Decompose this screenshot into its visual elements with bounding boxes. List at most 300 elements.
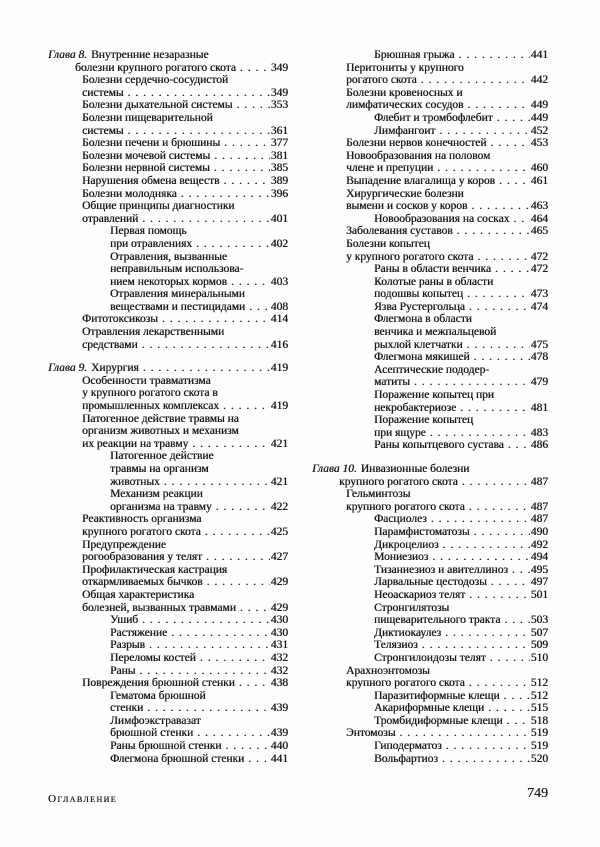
toc-entry — [312, 727, 548, 740]
toc-entry-page: 419 — [270, 362, 288, 375]
toc-entry — [312, 200, 548, 213]
toc-entry-text: болезни крупного рогатого скота — [75, 61, 236, 74]
toc-entry-text: крупного рогатого скота — [339, 475, 458, 488]
dot-leader — [474, 351, 530, 364]
toc-entry — [48, 87, 288, 100]
footer-section-title: Оглавление — [48, 793, 117, 805]
toc-entry-page: 389 — [270, 174, 288, 187]
toc-entry-text: нием некоторых кормов — [110, 275, 227, 288]
toc-entry — [48, 225, 288, 238]
dot-leader — [196, 238, 270, 251]
toc-entry-text: Неоаскариоз телят — [374, 588, 466, 601]
toc-entry-text: Болезни сердечно-сосудистой — [82, 74, 229, 87]
toc-entry-text: Дикроцелиоз — [374, 538, 439, 551]
dot-leader — [439, 125, 529, 138]
dot-leader — [446, 740, 530, 753]
toc-entry-page: 519 — [530, 740, 548, 753]
toc-entry-text: Асептические пододер- — [374, 363, 490, 376]
toc-entry — [312, 539, 548, 552]
toc-entry-page: 520 — [530, 752, 548, 765]
toc-entry-text: Раны копытцевого сустава — [374, 439, 504, 452]
dot-leader — [443, 539, 530, 552]
toc-entry — [312, 627, 548, 640]
toc-entry — [312, 652, 548, 665]
toc-entry-page: 439 — [270, 727, 288, 740]
toc-entry-text: Фасциолез — [374, 513, 427, 526]
toc-entry — [312, 677, 548, 690]
toc-entry-text: Профилактическая кастрация — [82, 563, 228, 576]
toc-entry — [312, 213, 548, 226]
toc-entry-text: Акариформные клещи — [374, 702, 485, 715]
toc-entry-text: лимфатических сосудов — [346, 99, 464, 112]
toc-entry — [48, 463, 288, 476]
toc-entry-page: 519 — [530, 727, 548, 740]
toc-entry-page: 487 — [530, 475, 548, 488]
toc-entry-text: Инвазионные болезни — [360, 463, 470, 475]
dot-leader — [491, 576, 530, 589]
toc-entry-text: Хирургия — [91, 362, 139, 375]
dot-leader — [207, 576, 270, 589]
toc-entry — [48, 715, 288, 728]
toc-entry-text: Болезни нервной системы — [82, 162, 210, 175]
toc-entry — [312, 753, 548, 766]
toc-entry-text: Мониезиоз — [374, 551, 429, 564]
toc-entry — [48, 639, 288, 652]
toc-entry — [48, 614, 288, 627]
dot-leader — [142, 339, 270, 352]
dot-leader — [460, 402, 530, 415]
toc-entry-text: организм животных и механизм — [82, 425, 239, 438]
toc-entry-text: Болезни дыхательной системы — [82, 99, 233, 112]
dot-leader — [192, 438, 270, 451]
toc-entry-text: Общая характеристика — [82, 588, 195, 601]
toc-entry — [312, 376, 548, 389]
toc-entry — [48, 137, 288, 150]
toc-chapter-entry — [48, 362, 288, 375]
toc-entry-text: крупного рогатого скота — [346, 677, 465, 690]
toc-entry-page: 403 — [270, 275, 288, 288]
toc-entry-text: Патогенное действие — [110, 450, 214, 463]
dot-leader — [488, 702, 530, 715]
toc-entry-text: Флебит и тромбофлебит — [374, 111, 493, 124]
toc-entry-text: Тромбидиформные клещи — [374, 714, 503, 727]
toc-entry-text: системы — [82, 86, 124, 99]
toc-entry — [48, 727, 288, 740]
toc-entry — [48, 301, 288, 314]
toc-entry-text: отравлений — [82, 212, 139, 225]
toc-entry-text: Реактивность организма — [82, 513, 202, 526]
toc-entry-page: 487 — [530, 513, 548, 526]
toc-entry-text: Повреждения брюшной стенки — [82, 677, 235, 690]
toc-entry-text: средствами — [82, 338, 138, 351]
toc-entry — [312, 150, 548, 163]
toc-entry-text: Фитотоксикозы — [82, 313, 158, 326]
toc-entry-text: Общие принципы диагностики — [82, 200, 235, 213]
toc-entry — [312, 125, 548, 138]
toc-entry — [48, 99, 288, 112]
toc-entry-text: Поражение копытец — [374, 414, 474, 427]
toc-entry — [312, 589, 548, 602]
toc-entry-page: 402 — [270, 237, 288, 250]
dot-leader — [147, 702, 270, 715]
toc-entry-page: 481 — [530, 401, 548, 414]
toc-entry — [48, 576, 288, 589]
toc-entry — [48, 112, 288, 125]
toc-entry — [48, 400, 288, 413]
toc-entry — [312, 715, 548, 728]
toc-entry-text: Механизм реакции — [110, 488, 203, 501]
dot-leader — [458, 49, 529, 62]
dot-leader — [442, 753, 530, 766]
dot-leader — [206, 551, 270, 564]
toc-entry-page: 503 — [530, 614, 548, 627]
toc-entry — [312, 137, 548, 150]
dot-leader — [240, 62, 270, 75]
toc-chapter-label: Глава 9. — [48, 362, 87, 375]
dot-leader — [239, 677, 270, 690]
toc-entry-text: члене и препуции — [346, 162, 434, 175]
toc-entry — [312, 402, 548, 415]
toc-entry-text: Лимфангоит — [374, 124, 436, 137]
toc-entry — [312, 665, 548, 678]
toc-entry-text: пищеварительного тракта — [374, 614, 501, 627]
toc-entry-page: 487 — [530, 500, 548, 513]
toc-entry — [312, 414, 548, 427]
toc-chapter-entry — [312, 463, 548, 476]
toc-entry-text: Болезни молодняка — [82, 187, 177, 200]
toc-entry-text: у крупного рогатого скота в — [82, 387, 218, 400]
dot-leader — [507, 715, 530, 728]
toc-entry-page: 419 — [270, 400, 288, 413]
toc-entry-text: брюшной стенки — [110, 727, 194, 740]
toc-entry-text: матиты — [374, 376, 410, 389]
toc-entry-text: промышленных комплексах — [82, 400, 220, 413]
toc-entry — [48, 551, 288, 564]
toc-entry-text: Раны брюшной стенки — [110, 740, 222, 753]
toc-entry — [312, 351, 548, 364]
toc-entry — [312, 551, 548, 564]
toc-entry — [48, 213, 288, 226]
dot-leader — [495, 263, 530, 276]
dot-leader — [504, 690, 530, 703]
toc-entry-text: Гематома брюшной — [110, 689, 206, 702]
toc-entry-page: 416 — [270, 338, 288, 351]
dot-leader — [197, 727, 270, 740]
dot-leader — [143, 362, 270, 375]
dot-leader — [490, 137, 529, 150]
toc-entry — [312, 175, 548, 188]
toc-entry-text: веществами и пестицидами — [110, 300, 246, 313]
toc-entry — [48, 387, 288, 400]
toc-entry-text: Патогенное действие травмы на — [82, 412, 239, 425]
dot-leader — [164, 476, 270, 489]
dot-leader — [214, 162, 270, 175]
dot-leader — [512, 564, 530, 577]
toc-entry-text: Телязиоз — [374, 639, 418, 652]
toc-entry — [48, 690, 288, 703]
toc-entry — [312, 339, 548, 352]
toc-entry-page: 452 — [530, 124, 548, 137]
toc-entry-page: 449 — [530, 99, 548, 112]
toc-entry-text: рыхлой клетчатки — [374, 338, 463, 351]
toc-entry-text: Предупреждение — [82, 538, 166, 551]
toc-entry — [312, 690, 548, 703]
toc-entry-page: 483 — [530, 426, 548, 439]
toc-entry — [312, 276, 548, 289]
toc-entry-text: Переломы костей — [110, 651, 196, 664]
dot-leader — [205, 526, 270, 539]
toc-chapter-label: Глава 10. — [312, 463, 357, 475]
toc-entry-text: организма на травму — [110, 500, 212, 513]
toc-entry — [48, 602, 288, 615]
dot-leader — [224, 137, 270, 150]
toc-chapter-entry — [48, 49, 288, 62]
toc-entry-page: 430 — [270, 614, 288, 627]
dot-leader — [457, 225, 530, 238]
toc-entry-text: Растяжение — [110, 626, 168, 639]
dot-leader — [432, 551, 530, 564]
toc-entry-text: Нарушения обмена веществ — [82, 174, 220, 187]
toc-entry-text: Брюшная грыжа — [374, 49, 455, 61]
toc-entry-page: 497 — [530, 576, 548, 589]
toc-entry-text: Гельминтозы — [346, 488, 411, 501]
toc-entry-page: 463 — [530, 200, 548, 213]
toc-entry-text: при отравлениях — [110, 237, 193, 250]
toc-entry-text: Ларвальные цестодозы — [374, 576, 487, 589]
dot-leader — [421, 74, 530, 87]
toc-entry-page: 349 — [270, 86, 288, 99]
toc-entry — [48, 375, 288, 388]
toc-entry-text: Флегмона мякишей — [374, 351, 470, 364]
dot-leader — [467, 99, 529, 112]
toc-entry — [312, 439, 548, 452]
toc-entry — [312, 251, 548, 264]
toc-entry-text: Перитониты у крупного — [346, 61, 464, 74]
toc-entry-page: 509 — [530, 639, 548, 652]
toc-entry — [312, 501, 548, 514]
toc-entry-text: Новообразования на сосках — [374, 212, 510, 225]
toc-entry-page: 461 — [530, 174, 548, 187]
toc-entry-page: 453 — [530, 137, 548, 150]
dot-leader — [236, 99, 269, 112]
toc-entry-text: Отравления лекарственными — [82, 326, 225, 339]
dot-leader — [142, 614, 270, 627]
toc-entry — [312, 162, 548, 175]
toc-entry — [48, 488, 288, 501]
dot-leader — [477, 251, 529, 264]
dot-leader — [469, 301, 530, 314]
toc-entry-page: 441 — [530, 49, 548, 61]
toc-entry — [312, 513, 548, 526]
toc-entry-text: Разрыв — [110, 639, 145, 652]
toc-entry — [312, 602, 548, 615]
toc-entry-text: Флегмона брюшной стенки — [110, 752, 245, 765]
toc-entry-text: Заболевания суставов — [346, 225, 453, 238]
dot-leader — [497, 112, 530, 125]
dot-leader — [231, 276, 270, 289]
toc-entry — [48, 677, 288, 690]
toc-entry — [48, 753, 288, 766]
toc-entry — [48, 288, 288, 301]
dot-leader — [467, 339, 530, 352]
toc-entry-page: 507 — [530, 626, 548, 639]
toc-entry-page: 473 — [530, 288, 548, 301]
toc-entry-page: 385 — [270, 162, 288, 175]
toc-entry-page: 472 — [530, 250, 548, 263]
dot-leader — [422, 639, 530, 652]
toc-entry — [48, 125, 288, 138]
toc-entry-text: стенки — [110, 702, 144, 715]
toc-entry — [48, 450, 288, 463]
toc-entry — [312, 639, 548, 652]
toc-entry — [48, 652, 288, 665]
toc-entry-page: 515 — [530, 702, 548, 715]
toc-entry — [48, 263, 288, 276]
toc-entry — [312, 263, 548, 276]
toc-entry-page: 431 — [270, 639, 288, 652]
toc-entry-text: Вольфартиоз — [374, 752, 438, 765]
toc-entry — [48, 276, 288, 289]
toc-entry-text: Отравления, вызванные — [110, 250, 228, 263]
toc-entry — [312, 364, 548, 377]
toc-entry-page: 377 — [270, 137, 288, 150]
toc-entry-text: Новообразования на половом — [346, 149, 491, 162]
toc-entry-page: 414 — [270, 313, 288, 326]
toc-entry-text: вымени и сосков у коров — [346, 200, 468, 213]
toc-entry-page: 501 — [530, 588, 548, 601]
toc-entry — [312, 74, 548, 87]
dot-leader — [216, 501, 270, 514]
toc-entry-page: 439 — [270, 702, 288, 715]
toc-entry-page: 512 — [530, 689, 548, 702]
toc-entry-page: 429 — [270, 601, 288, 614]
dot-leader — [513, 213, 529, 226]
toc-entry-text: Язва Рустергольца — [374, 300, 465, 313]
dot-leader — [508, 439, 530, 452]
dot-leader — [414, 376, 530, 389]
toc-entry — [312, 87, 548, 100]
toc-entry-text: Стронгилоидозы телят — [374, 651, 486, 664]
toc-entry — [312, 564, 548, 577]
dot-leader — [171, 627, 270, 640]
toc-entry-page: 475 — [530, 338, 548, 351]
toc-entry-text: крупного рогатого скота — [346, 500, 465, 513]
toc-entry — [312, 702, 548, 715]
dot-leader — [504, 614, 529, 627]
toc-entry — [48, 513, 288, 526]
toc-entry — [48, 200, 288, 213]
toc-entry — [48, 539, 288, 552]
toc-entry-text: Стронгилятозы — [374, 601, 450, 614]
toc-entry-page: 472 — [530, 263, 548, 276]
dot-leader — [181, 188, 270, 201]
dot-leader — [462, 476, 530, 489]
toc-entry-page: 429 — [270, 576, 288, 589]
toc-entry — [312, 188, 548, 201]
toc-entry-page: 396 — [270, 187, 288, 200]
toc-entry — [48, 627, 288, 640]
toc-entry-text: Болезни копытец — [346, 237, 430, 250]
toc-entry — [312, 427, 548, 440]
toc-entry-text: системы — [82, 124, 124, 137]
toc-entry — [312, 288, 548, 301]
dot-leader — [499, 175, 530, 188]
toc-entry — [48, 150, 288, 163]
toc-entry-page: 474 — [530, 300, 548, 313]
toc-entry — [312, 62, 548, 75]
toc-entry — [312, 614, 548, 627]
toc-entry-page: 490 — [530, 525, 548, 538]
toc-entry-page: 432 — [270, 664, 288, 677]
toc-entry-text: Парамфистоматозы — [374, 525, 470, 538]
toc-entry-page: 449 — [530, 111, 548, 124]
dot-leader — [142, 213, 270, 226]
toc-entry-page: 425 — [270, 525, 288, 538]
toc-entry-text: Раны в области венчика — [374, 263, 491, 276]
toc-entry — [48, 526, 288, 539]
toc-entry-page: 518 — [530, 714, 548, 727]
toc-entry-page: 349 — [270, 61, 288, 74]
table-of-contents — [48, 49, 548, 765]
toc-entry-page: 353 — [270, 99, 288, 112]
toc-entry-page: 495 — [530, 563, 548, 576]
toc-entry — [312, 313, 548, 326]
toc-entry — [48, 702, 288, 715]
toc-entry — [48, 162, 288, 175]
toc-entry-page: 442 — [530, 74, 548, 87]
toc-entry-page: 421 — [270, 475, 288, 488]
toc-entry — [312, 740, 548, 753]
toc-entry — [312, 389, 548, 402]
dot-leader — [149, 639, 270, 652]
toc-entry — [48, 438, 288, 451]
toc-entry-page: 464 — [530, 212, 548, 225]
dot-leader — [431, 513, 530, 526]
dot-leader — [249, 301, 270, 314]
toc-entry-page: 440 — [270, 740, 288, 753]
dot-leader — [399, 727, 529, 740]
toc-entry-page: 408 — [270, 300, 288, 313]
dot-leader — [223, 175, 269, 188]
toc-entry — [48, 425, 288, 438]
toc-entry — [48, 665, 288, 678]
toc-entry-text: Энтомозы — [346, 727, 396, 740]
dot-leader — [469, 589, 530, 602]
dot-leader — [445, 627, 530, 640]
toc-entry — [48, 589, 288, 602]
toc-entry-text: Лимфоэкстравазат — [110, 714, 201, 727]
toc-entry-page: 492 — [530, 538, 548, 551]
toc-entry-text: Арахноэнтомозы — [346, 664, 430, 677]
toc-entry — [48, 564, 288, 577]
dot-leader — [490, 652, 530, 665]
toc-entry-page: 361 — [270, 124, 288, 137]
toc-entry-text: Паразитиформные клещи — [374, 689, 500, 702]
dot-leader — [128, 87, 270, 100]
toc-entry — [48, 326, 288, 339]
dot-leader — [128, 125, 270, 138]
dot-leader — [469, 501, 530, 514]
dot-leader — [162, 313, 270, 326]
toc-entry — [312, 301, 548, 314]
toc-entry-page: 441 — [270, 752, 288, 765]
toc-entry-text: Отравления минеральными — [110, 288, 245, 301]
toc-entry-text: животных — [110, 475, 160, 488]
toc-entry-page: 401 — [270, 212, 288, 225]
toc-entry-text: рогатого скота — [346, 74, 417, 87]
toc-entry-page: 421 — [270, 437, 288, 450]
toc-entry — [48, 413, 288, 426]
